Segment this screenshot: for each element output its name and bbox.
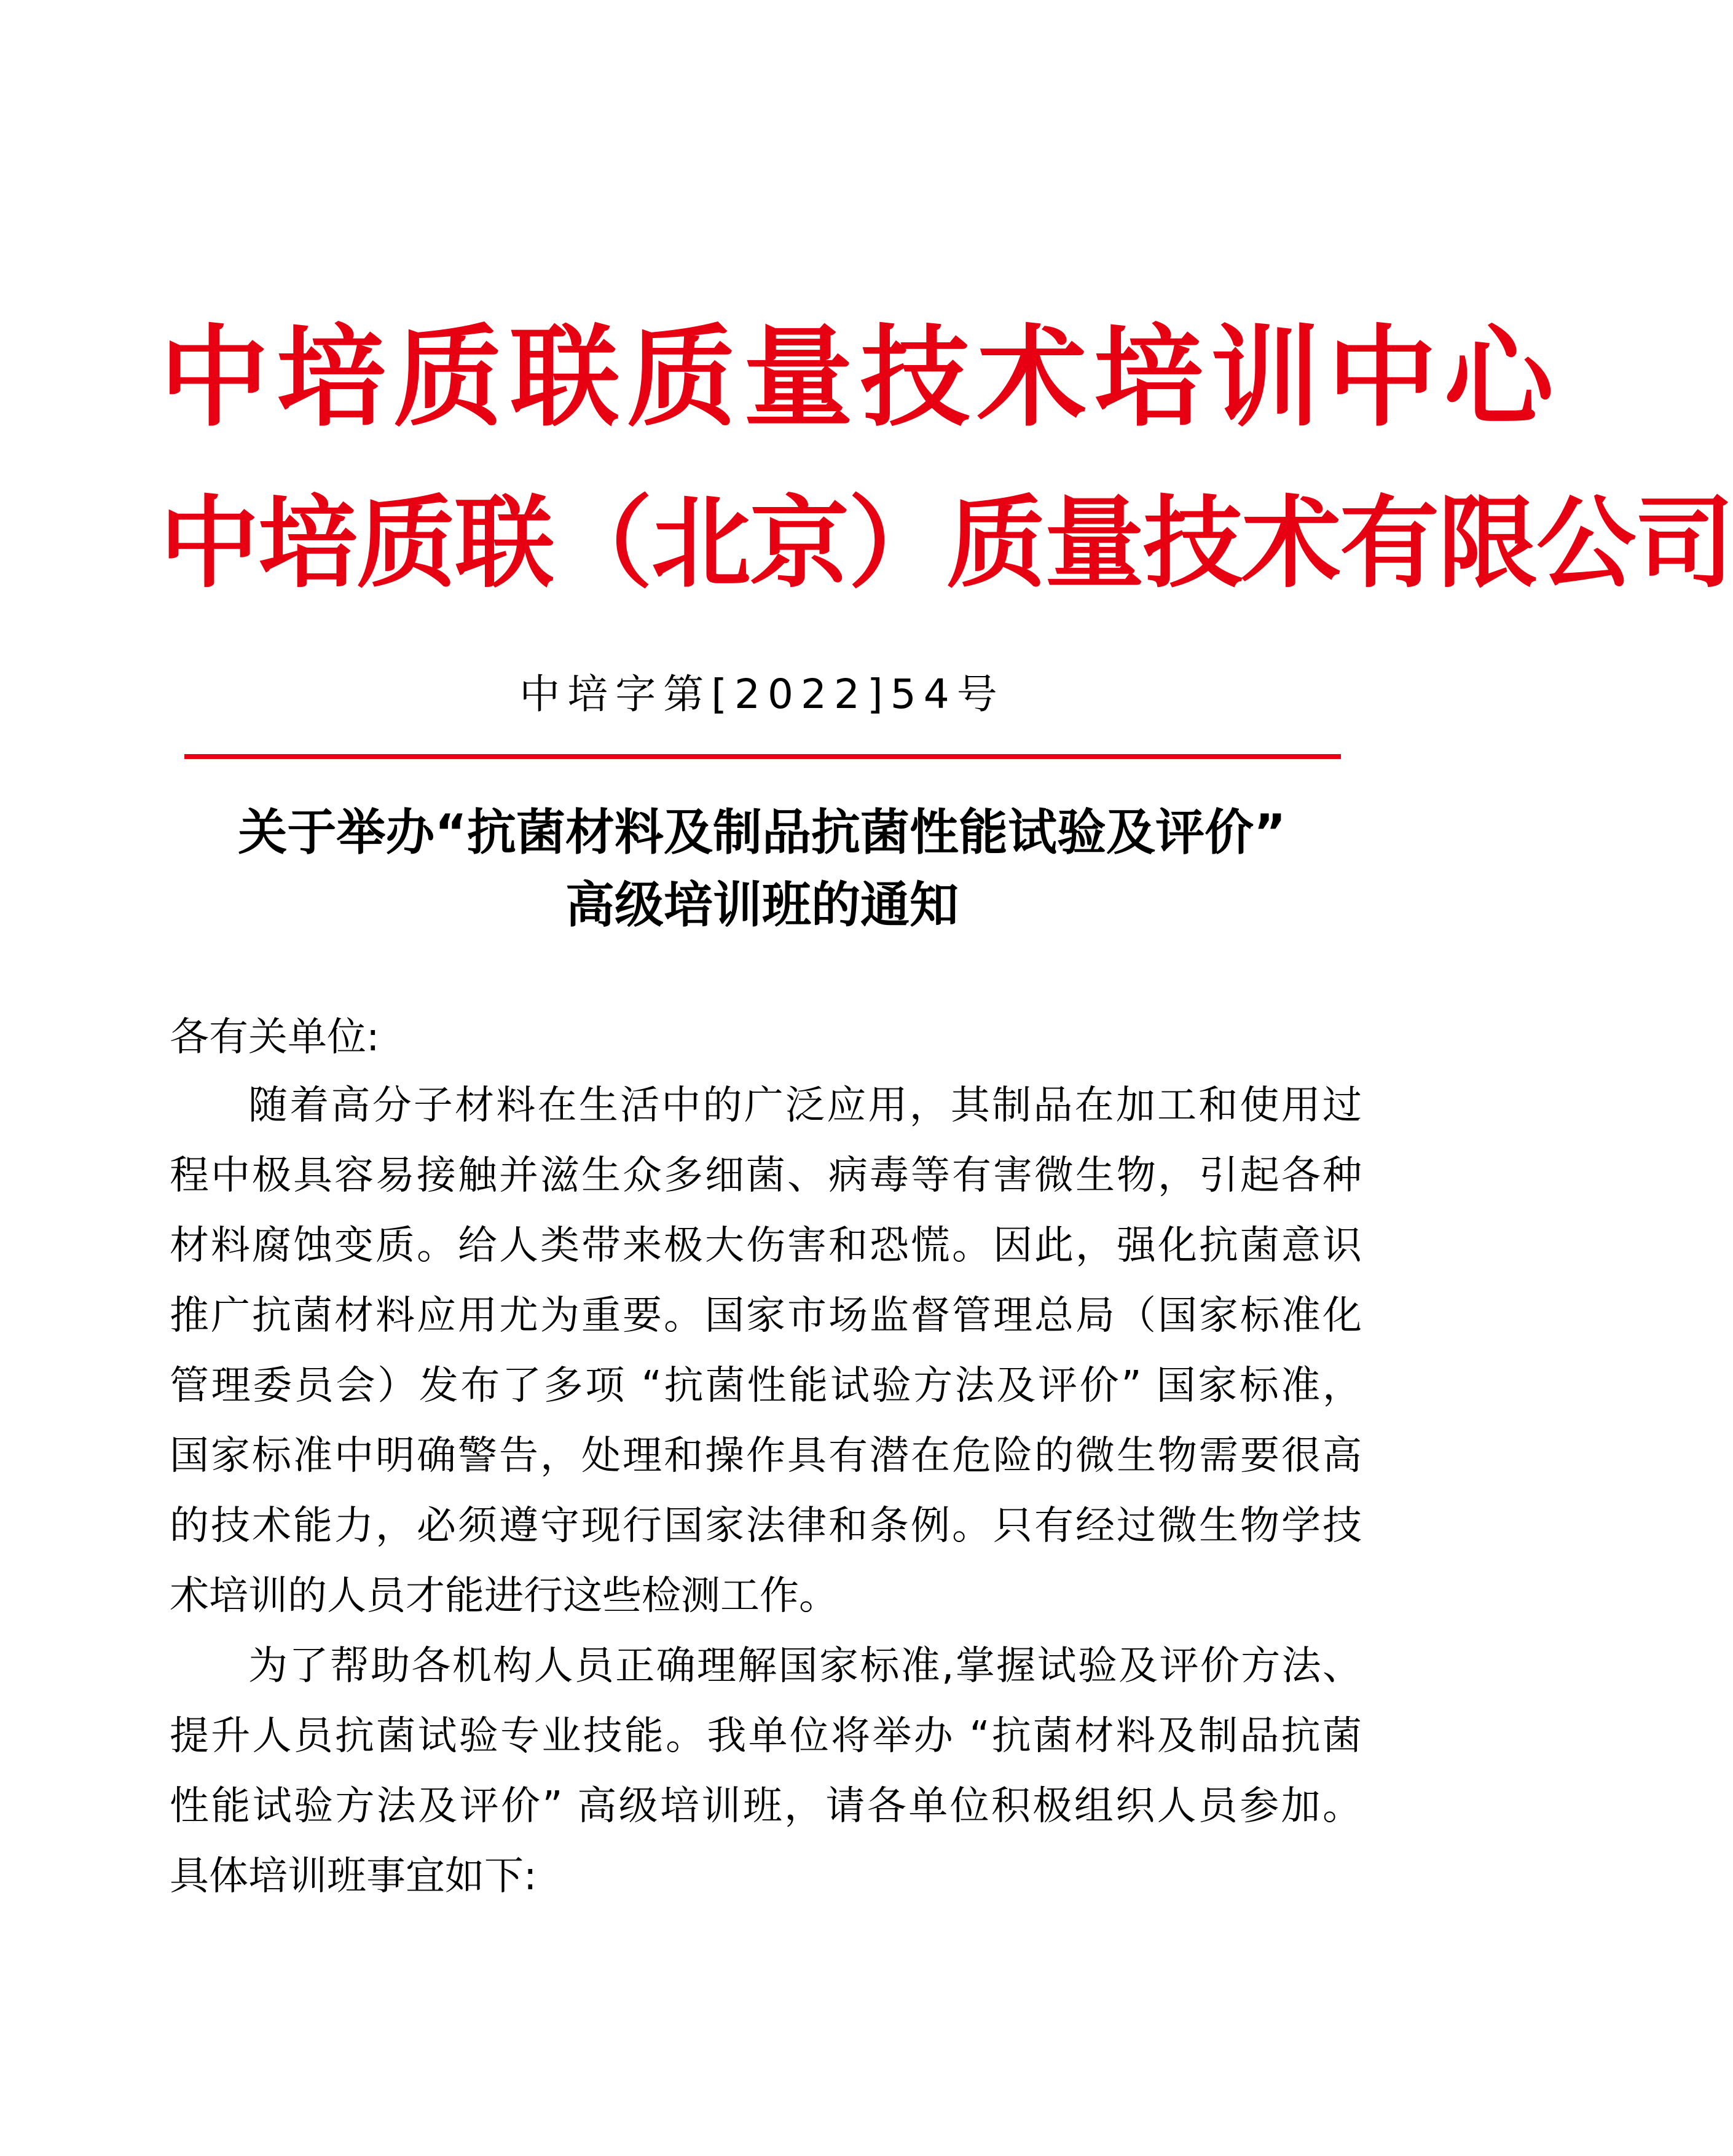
organization-name-line-1: 中培质联质量技术培训中心 xyxy=(160,314,1561,441)
paragraph-line: 国家标准中明确警告，处理和操作具有潜在危险的微生物需要很高 xyxy=(170,1433,1362,1479)
body-paragraph-1 xyxy=(170,1071,1362,1631)
paragraph-line: 管理委员会）发布了多项 “抗菌性能试验方法及评价” 国家标准， xyxy=(170,1363,1362,1409)
paragraph-line: 程中极具容易接触并滋生众多细菌、病毒等有害微生物，引起各种 xyxy=(170,1153,1362,1198)
notice-title-line-1: 关于举办“抗菌材料及制品抗菌性能试验及评价” xyxy=(238,804,1286,861)
paragraph-line: 的技术能力，必须遵守现行国家法律和条例。只有经过微生物学技 xyxy=(170,1503,1362,1549)
red-divider-line xyxy=(184,754,1341,759)
paragraph-line: 为了帮助各机构人员正确理解国家标准,掌握试验及评价方法、 xyxy=(248,1643,1362,1689)
paragraph-line: 提升人员抗菌试验专业技能。我单位将举办 “抗菌材料及制品抗菌 xyxy=(170,1713,1362,1759)
paragraph-line: 材料腐蚀变质。给人类带来极大伤害和恐慌。因此，强化抗菌意识 xyxy=(170,1223,1362,1269)
document-number: 中培字第[2022]54号 xyxy=(519,671,1005,718)
notice-title-line-2: 高级培训班的通知 xyxy=(565,876,959,934)
body-paragraph-2 xyxy=(170,1631,1362,1911)
salutation: 各有关单位: xyxy=(170,1015,380,1060)
paragraph-line: 随着高分子材料在生活中的广泛应用，其制品在加工和使用过 xyxy=(248,1083,1362,1128)
paragraph-line: 推广抗菌材料应用尤为重要。国家市场监督管理总局（国家标准化 xyxy=(170,1293,1362,1339)
paragraph-line: 术培训的人员才能进行这些检测工作。 xyxy=(170,1573,838,1619)
paragraph-line: 性能试验方法及评价” 高级培训班，请各单位积极组织人员参加。 xyxy=(170,1784,1362,1829)
paragraph-line: 具体培训班事宜如下: xyxy=(170,1854,537,1899)
organization-name-line-2: 中培质联（北京）质量技术有限公司 xyxy=(160,486,1733,602)
